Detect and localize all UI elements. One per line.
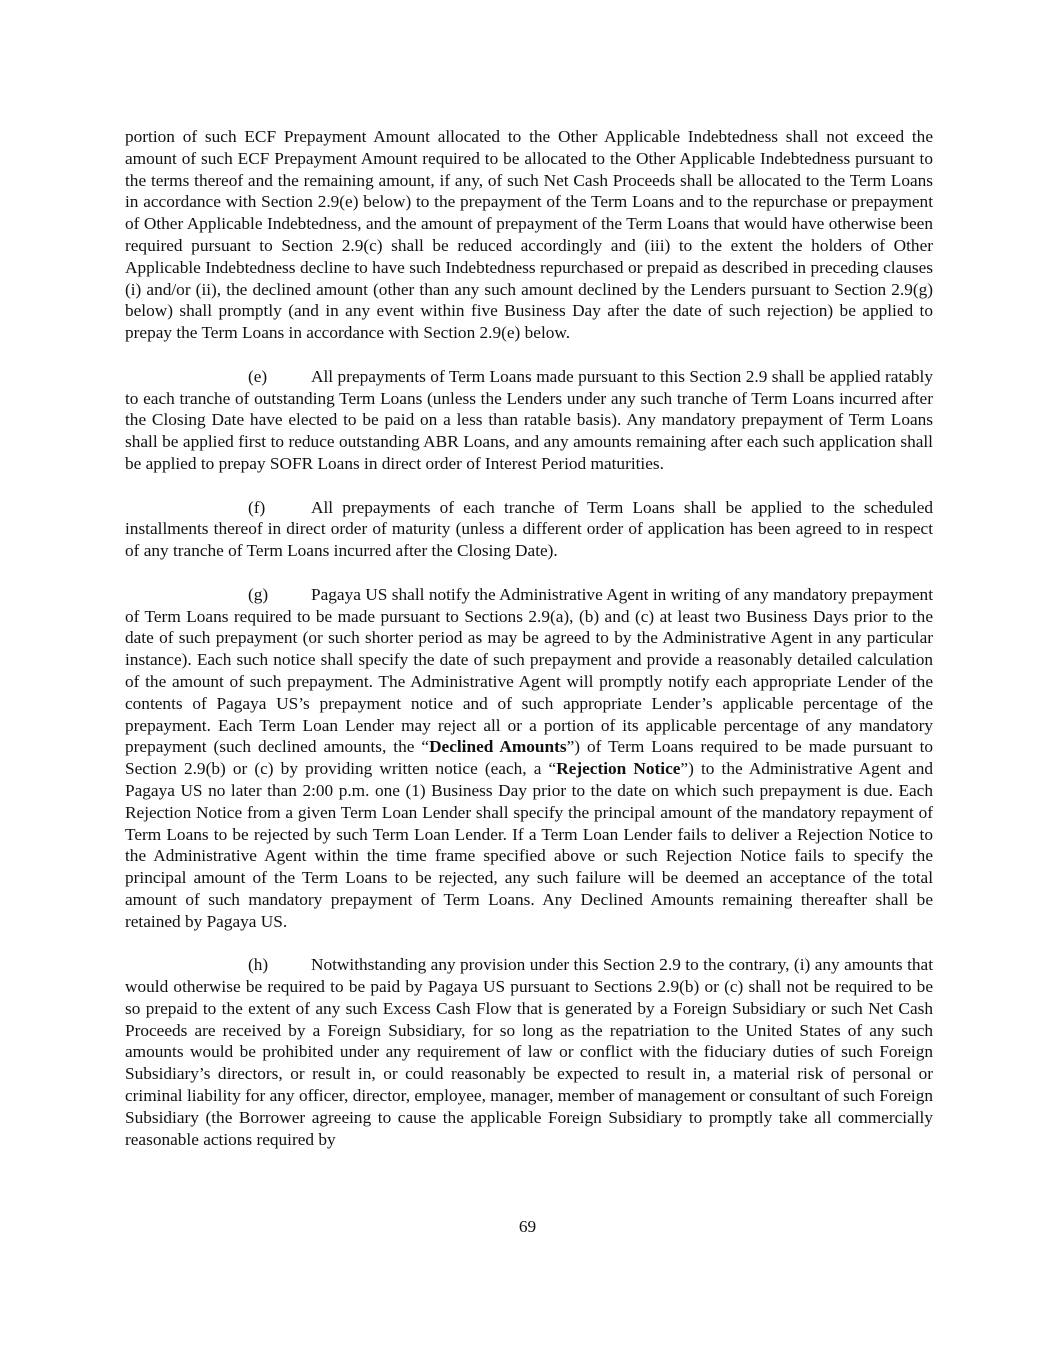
intro-paragraph-text: portion of such ECF Prepayment Amount allocated to the Other Applicable Indebtedness shall not exceed the amount of such ECF Prepayment Amount required to be allocated to the Other Applicable Indebtedness pursuant to the terms thereof and the remaining amount, if any, of such Net Cash Proceeds shall be allocated to the Term Loans in accordance with Section 2.9(e) below) to the prepayment of the Term Loans and to the repurchase or prepayment of Other Applicable Indebtedness, and the amount of prepayment of the Term Loans that would have otherwise been required pursuant to Section 2.9(c) shall be reduced accordingly and (iii) to the extent the holders of Other Applicable Indebtedness decline to have such Indebtedness repurchased or prepaid as described in preceding clauses (i) and/or (ii), the declined amount (other than any such amount declined by the Lenders pursuant to Section 2.9(g) below) shall promptly (and in any event within five Business Day after the date of such rejection) be applied to prepay the Term Loans in accordance with Section 2.9(e) below. [125, 127, 933, 343]
section-g-text-part1: Pagaya US shall notify the Administrative Agent in writing of any mandatory prepayment of Term Loans required to be made pursuant to Sections 2.9(a), (b) and (c) at least two Business Days prior to the date of such prepayment (or such shorter period as may be agreed to by the Administrative Agent in any particular instance). Each such notice shall specify the date of such prepayment and provide a reasonably detailed calculation of the amount of such prepayment. The Administrative Agent will promptly notify each appropriate Lender of the contents of Pagaya US’s prepayment notice and of such appropriate Lender’s applicable percentage of the prepayment. Each Term Loan Lender may reject all or a portion of its applicable percentage of any mandatory prepayment (such declined amounts, the “ [125, 584, 933, 757]
section-f-text: All prepayments of each tranche of Term Loans shall be applied to the scheduled installments thereof in direct order of maturity (unless a different order of application has been agreed to in respect of any tranche of Term Loans incurred after the Closing Date). [125, 497, 933, 561]
section-h-paragraph [125, 954, 933, 1150]
section-g-label: (g) [248, 584, 269, 604]
section-e-label: (e) [248, 366, 268, 386]
section-f-label: (f) [248, 497, 266, 517]
section-e-paragraph [125, 366, 933, 475]
section-h-label: (h) [248, 955, 269, 975]
section-g-text-part3: ”) to the Administrative Agent and Pagaya US no later than 2:00 p.m. one (1) Business Day prior to the date on which such prepayment is due. Each Rejection Notice from a given Term Loan Lender shall specify the principal amount of the mandatory repayment of Term Loans to be rejected by such Term Loan Lender. If a Term Loan Lender fails to deliver a Rejection Notice to the Administrative Agent within the time frame specified above or such Rejection Notice fails to specify the principal amount of the Term Loans to be rejected, any such failure will be deemed an acceptance of the total amount of such mandatory prepayment of Term Loans. Any Declined Amounts remaining thereafter shall be retained by Pagaya US. [125, 759, 933, 931]
section-e-text: All prepayments of Term Loans made pursuant to this Section 2.9 shall be applied ratably to each tranche of outstanding Term Loans (unless the Lenders under any such tranche of Term Loans incurred after the Closing Date have elected to be paid on a less than ratable basis). Any mandatory prepayment of Term Loans shall be applied first to reduce outstanding ABR Loans, and any amounts remaining after each such application shall be applied to prepay SOFR Loans in direct order of Interest Period maturities. [125, 366, 933, 473]
section-h-text: Notwithstanding any provision under this Section 2.9 to the contrary, (i) any amounts that would otherwise be required to be paid by Pagaya US pursuant to Sections 2.9(b) or (c) shall not be required to be so prepaid to the extent of any such Excess Cash Flow that is generated by a Foreign Subsidiary or such Net Cash Proceeds are received by a Foreign Subsidiary, for so long as the repatriation to the United States of any such amounts would be prohibited under any requirement of law or conflict with the fiduciary duties of such Foreign Subsidiary’s directors, or result in, or could reasonably be expected to result in, a material risk of personal or criminal liability for any officer, director, employee, manager, member of management or consultant of such Foreign Subsidiary (the Borrower agreeing to cause the applicable Foreign Subsidiary to promptly take all commercially reasonable actions required by [125, 955, 933, 1149]
intro-paragraph [125, 126, 933, 344]
section-g-text-part2: ”) of Term Loans required to be made pursuant to Section 2.9(b) or (c) by providing written notice (each, a “ [125, 737, 934, 779]
document-page [125, 126, 933, 1172]
section-g-paragraph [125, 584, 933, 933]
rejection-notice-term: Rejection Notice [556, 759, 681, 779]
section-f-paragraph [125, 497, 933, 562]
page-number: 69 [518, 1217, 537, 1236]
declined-amounts-term: Declined Amounts [429, 737, 567, 757]
